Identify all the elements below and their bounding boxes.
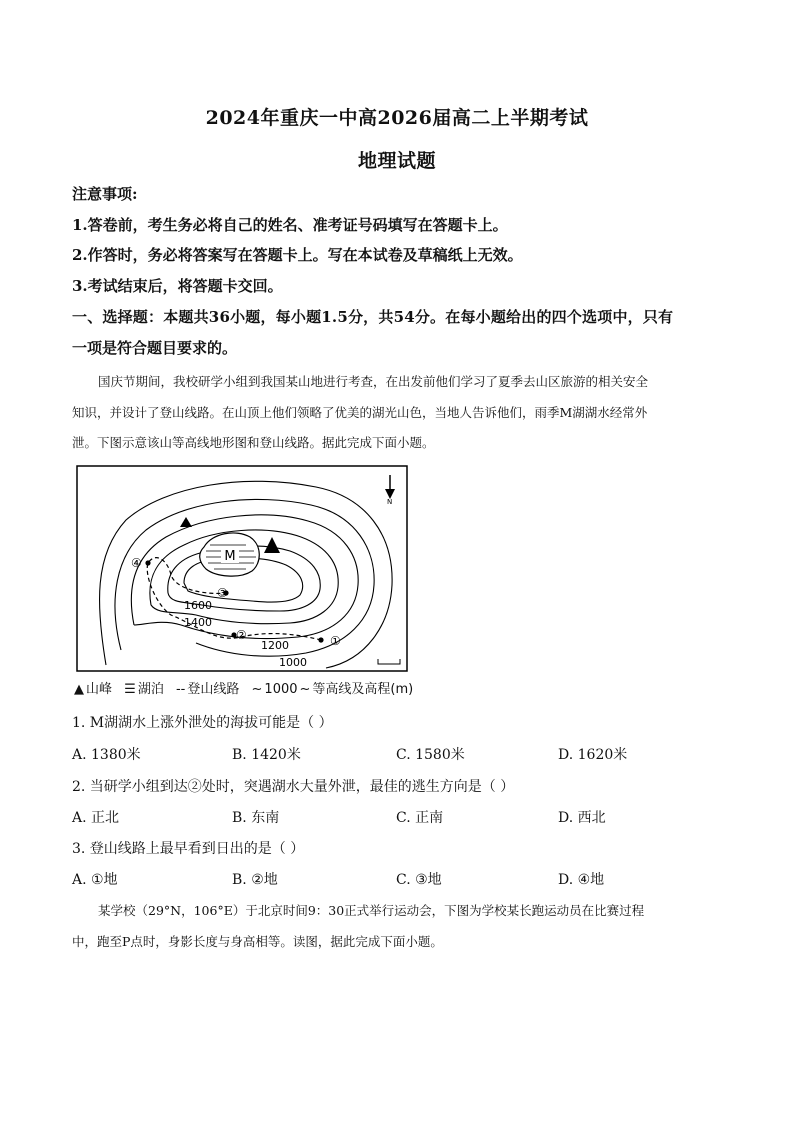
- passage1-line3: 泄。下图示意该山等高线地形图和登山线路。据此完成下面小题。: [72, 435, 435, 450]
- legend-contour: 等高线及高程(m): [312, 682, 414, 697]
- lake-icon: ☰: [124, 682, 136, 697]
- question-1-option-b: B. 1420米: [232, 747, 301, 763]
- exam-subtitle: 地理试题: [357, 150, 436, 172]
- legend-peak: 山峰: [86, 682, 113, 697]
- question-1-option-c: C. 1580米: [396, 747, 465, 763]
- legend-lake: 湖泊: [137, 682, 164, 697]
- route-icon: --: [175, 682, 186, 697]
- section1-line2: 一项是符合题目要求的。: [72, 339, 238, 357]
- passage1-line1: 国庆节期间，我校研学小组到我国某山地进行考查，在出发前他们学习了夏季去山区旅游的相关安全: [98, 374, 649, 389]
- passage2-line2: 中，跑至P点时，身影长度与身高相等。读图，据此完成下面小题。: [72, 934, 443, 949]
- notice-item-1: 1.答卷前，考生务必将自己的姓名、准考证号码填写在答题卡上。: [72, 216, 508, 234]
- question-1-option-d: D. 1620米: [558, 747, 628, 763]
- passage1-line2: 知识，并设计了登山线路。在山顶上他们领略了优美的湖光山色，当地人告诉他们，雨季M湖湖水经常外: [72, 405, 648, 420]
- question-3-option-b: B. ②地: [232, 872, 278, 888]
- peak-icon: ▲: [74, 682, 84, 697]
- notice-heading: 注意事项:: [72, 185, 138, 203]
- question-1-stem: 1. M湖湖水上涨外泄处的海拔可能是（ ）: [72, 715, 333, 731]
- question-2-option-c: C. 正南: [396, 810, 444, 826]
- point-1: ①: [330, 634, 341, 648]
- question-2-stem: 2. 当研学小组到达②处时，突遇湖水大量外泄，最佳的逃生方向是（ ）: [72, 779, 515, 795]
- contour-label-1600: 1600: [184, 599, 212, 612]
- point-3: ③: [217, 586, 228, 600]
- question-2-option-b: B. 东南: [232, 810, 280, 826]
- question-1-option-a: A. 1380米: [72, 747, 141, 763]
- contour-label-1200: 1200: [261, 639, 289, 652]
- notice-item-2: 2.作答时，务必将答案写在答题卡上。写在本试卷及草稿纸上无效。: [72, 246, 523, 264]
- contour-icon: ~: [251, 682, 263, 697]
- contour-map: [76, 465, 408, 675]
- question-3-option-c: C. ③地: [396, 872, 442, 888]
- point-2: ②: [236, 628, 247, 642]
- north-label: N: [387, 498, 393, 506]
- legend-contour-sample: 1000: [264, 682, 298, 697]
- question-2-option-a: A. 正北: [72, 810, 120, 826]
- question-3-stem: 3. 登山线路上最早看到日出的是（ ）: [72, 841, 305, 857]
- exam-title: 2024年重庆一中高2026届高二上半期考试: [205, 107, 589, 129]
- map-legend: ▲ 山峰 ☰ 湖泊 -- 登山线路 ~ 1000 ~ 等高线及高程(m): [74, 682, 414, 697]
- question-3-option-d: D. ④地: [558, 872, 605, 888]
- notice-item-3: 3.考试结束后，将答题卡交回。: [72, 277, 283, 295]
- contour-label-1400: 1400: [184, 616, 212, 629]
- point-4: ④: [131, 556, 142, 570]
- question-2-option-d: D. 西北: [558, 810, 606, 826]
- lake-label: M: [224, 549, 236, 564]
- passage2-line1: 某学校（29°N，106°E）于北京时间9：30正式举行运动会，下图为学校某长跑运动员在比赛过程: [98, 903, 645, 918]
- question-3-option-a: A. ①地: [72, 872, 118, 888]
- section1-line1: 一、选择题：本题共36小题，每小题1.5分，共54分。在每小题给出的四个选项中，只有: [72, 308, 674, 326]
- legend-route: 登山线路: [187, 682, 240, 697]
- contour-label-1000: 1000: [279, 656, 307, 669]
